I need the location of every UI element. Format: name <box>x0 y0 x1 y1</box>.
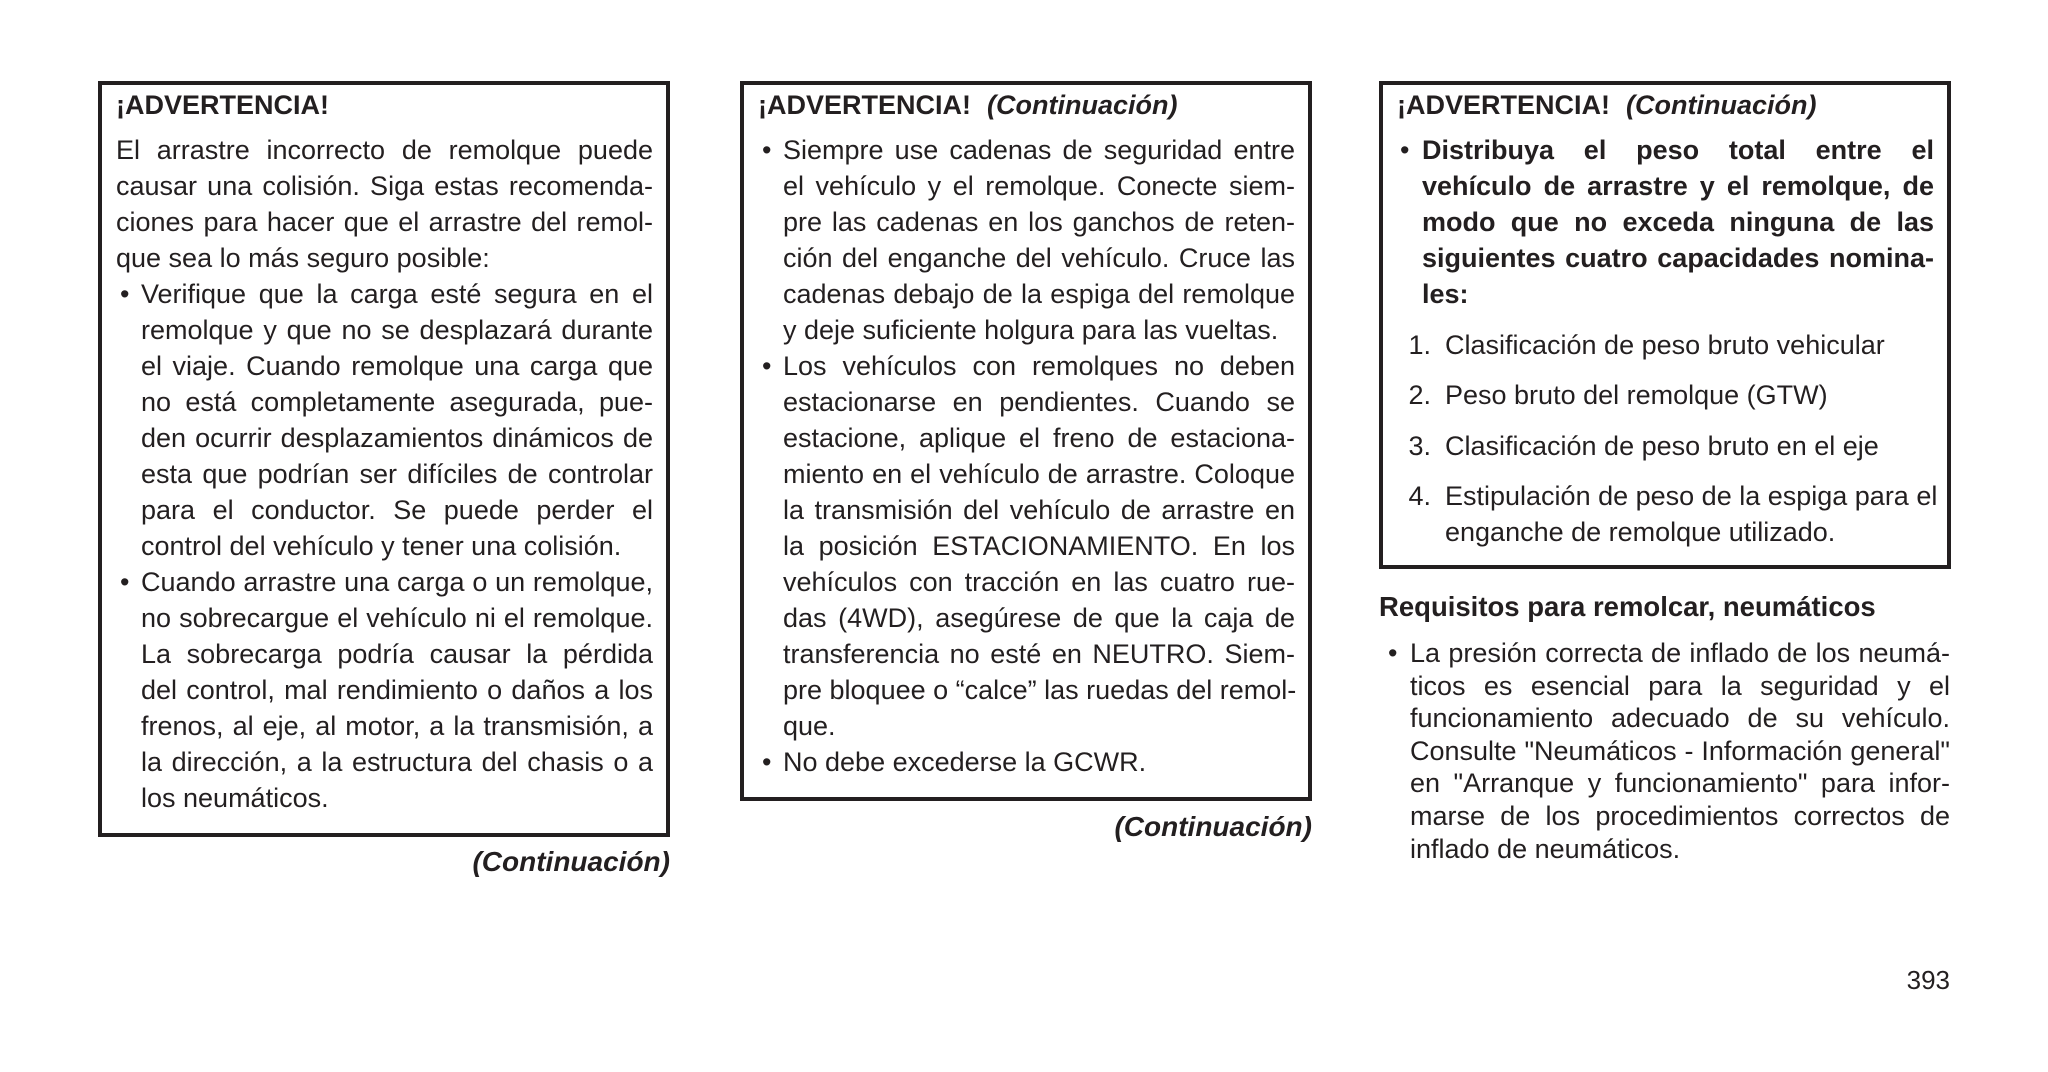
bullet-icon: • <box>762 351 772 381</box>
text-line: el vehículo y el remolque. Conecte siem- <box>783 171 1295 201</box>
bullet-item <box>1397 132 1934 312</box>
bullet-item <box>758 744 1295 780</box>
text-line: cadenas debajo de la espiga del remolque <box>783 279 1295 309</box>
text-line: y deje suficiente holgura para las vueltas. <box>783 315 1279 345</box>
bullet-icon: • <box>762 135 772 165</box>
numbered-item <box>1397 327 1934 363</box>
text-line: Siempre use cadenas de seguridad entre <box>783 135 1295 165</box>
text-line: vehículo de arrastre y el remolque, de <box>1422 171 1934 201</box>
text-line: La presión correcta de inflado de los neumá- <box>1410 638 1950 668</box>
bullet-item <box>1379 637 1950 865</box>
text-line: esta que podrían ser difíciles de controlar <box>141 459 653 489</box>
warning-box-1 <box>98 81 670 837</box>
page-number: 393 <box>1906 965 1950 995</box>
text-line: del control, mal rendimiento o daños a los <box>141 675 653 705</box>
numbered-item <box>1397 428 1934 464</box>
text-line: Clasificación de peso bruto vehicular <box>1445 329 1885 360</box>
warning-intro <box>116 132 653 276</box>
text-line: vehículos con tracción en las cuatro rue- <box>783 567 1295 597</box>
text-line: los neumáticos. <box>141 783 329 813</box>
bullet-item <box>758 348 1295 744</box>
text-line: el viaje. Cuando remolque una carga que <box>141 351 653 381</box>
text-line: Los vehículos con remolques no deben <box>783 351 1295 381</box>
continuation-label: (Continuación) <box>472 846 670 877</box>
warning-label: ¡ADVERTENCIA! <box>1397 90 1610 120</box>
text-line: transferencia no esté en NEUTRO. Siem- <box>783 639 1295 669</box>
item-number: 2. <box>1408 380 1431 410</box>
bullet-icon: • <box>1388 638 1398 668</box>
warning-box-2 <box>740 81 1312 801</box>
text-line: causar una colisión. Siga estas recomenda- <box>116 171 653 201</box>
text-line: El arrastre incorrecto de remolque puede <box>116 135 653 165</box>
text-line: no sobrecargue el vehículo ni el remolque. <box>141 603 653 633</box>
text-line: Cuando arrastre una carga o un remolque, <box>141 567 653 597</box>
item-number: 1. <box>1408 329 1431 360</box>
text-line: remolque y que no se desplazará durante <box>141 315 653 345</box>
text-line: miento en el vehículo de arrastre. Coloque <box>783 459 1295 489</box>
text-line: No debe excederse la GCWR. <box>783 747 1147 777</box>
text-line: Verifique que la carga esté segura en el <box>141 279 653 309</box>
bullet-item <box>116 564 653 816</box>
numbered-item <box>1397 377 1934 413</box>
text-line: en "Arranque y funcionamiento" para infor- <box>1410 768 1950 799</box>
bullet-icon: • <box>120 279 130 309</box>
text-line: Clasificación de peso bruto en el eje <box>1445 430 1879 461</box>
text-line: que sea lo más seguro posible: <box>116 243 490 273</box>
text-line: pre bloquee o “calce” las ruedas del remol- <box>783 675 1297 705</box>
text-line: siguientes cuatro capacidades nomina- <box>1422 243 1934 273</box>
text-line: inflado de neumáticos. <box>1410 833 1681 864</box>
text-line: La sobrecarga podría causar la pérdida <box>141 639 653 669</box>
text-line: funcionamiento adecuado de su vehículo. <box>1410 703 1950 734</box>
warning-title <box>758 87 1295 123</box>
text-line: la dirección, a la estructura del chasis o a <box>141 747 653 777</box>
text-line: ciones para hacer que el arrastre del remol- <box>116 207 653 237</box>
text-line: la transmisión del vehículo de arrastre en <box>783 495 1295 525</box>
text-line: estacionarse en pendientes. Cuando se <box>783 387 1295 417</box>
text-line: control del vehículo y tener una colisión. <box>141 531 622 561</box>
text-line: Estipulación de peso de la espiga para el <box>1445 481 1938 511</box>
text-line: Distribuya el peso total entre el <box>1422 135 1934 165</box>
warning-title-suffix: (Continuación) <box>1626 90 1817 120</box>
warning-title-suffix: (Continuación) <box>987 90 1178 120</box>
numbered-list <box>1397 327 1938 551</box>
bullet-icon: • <box>762 747 772 777</box>
text-line: la posición ESTACIONAMIENTO. En los <box>783 531 1295 561</box>
warning-label: ¡ADVERTENCIA! <box>116 90 329 120</box>
text-line: Consulte "Neumáticos - Información general" <box>1410 735 1950 766</box>
warning-title <box>1397 87 1934 123</box>
text-line: ción del enganche del vehículo. Cruce las <box>783 243 1295 273</box>
bullet-icon: • <box>120 567 130 597</box>
text-line: marse de los procedimientos correctos de <box>1410 800 1950 831</box>
bullet-item <box>116 276 653 564</box>
text-line: estacione, aplique el freno de estaciona- <box>783 423 1295 453</box>
warning-title <box>116 87 653 123</box>
text-line: para el conductor. Se puede perder el <box>141 495 653 525</box>
section-heading: Requisitos para remolcar, neumáticos <box>1379 591 1876 622</box>
text-line: enganche de remolque utilizado. <box>1445 517 1836 547</box>
bullet-item <box>758 132 1295 348</box>
text-line: les: <box>1422 279 1469 309</box>
continuation-label: (Continuación) <box>1114 811 1312 842</box>
item-number: 3. <box>1408 430 1431 461</box>
item-number: 4. <box>1408 481 1431 511</box>
text-line: Peso bruto del remolque (GTW) <box>1445 380 1828 410</box>
text-line: ticos es esencial para la seguridad y el <box>1410 670 1950 701</box>
text-line: frenos, al eje, al motor, a la transmisión, a <box>141 711 653 741</box>
text-line: den ocurrir desplazamientos dinámicos de <box>141 423 653 453</box>
numbered-item <box>1397 478 1938 550</box>
text-line: no está completamente asegurada, pue- <box>141 387 653 417</box>
warning-box-3 <box>1379 81 1951 569</box>
text-line: pre las cadenas en los ganchos de reten- <box>783 207 1295 237</box>
warning-label: ¡ADVERTENCIA! <box>758 90 971 120</box>
bullet-icon: • <box>1400 135 1410 165</box>
text-line: das (4WD), asegúrese de que la caja de <box>783 603 1295 633</box>
text-line: que. <box>783 711 836 741</box>
text-line: modo que no exceda ninguna de las <box>1422 207 1934 237</box>
